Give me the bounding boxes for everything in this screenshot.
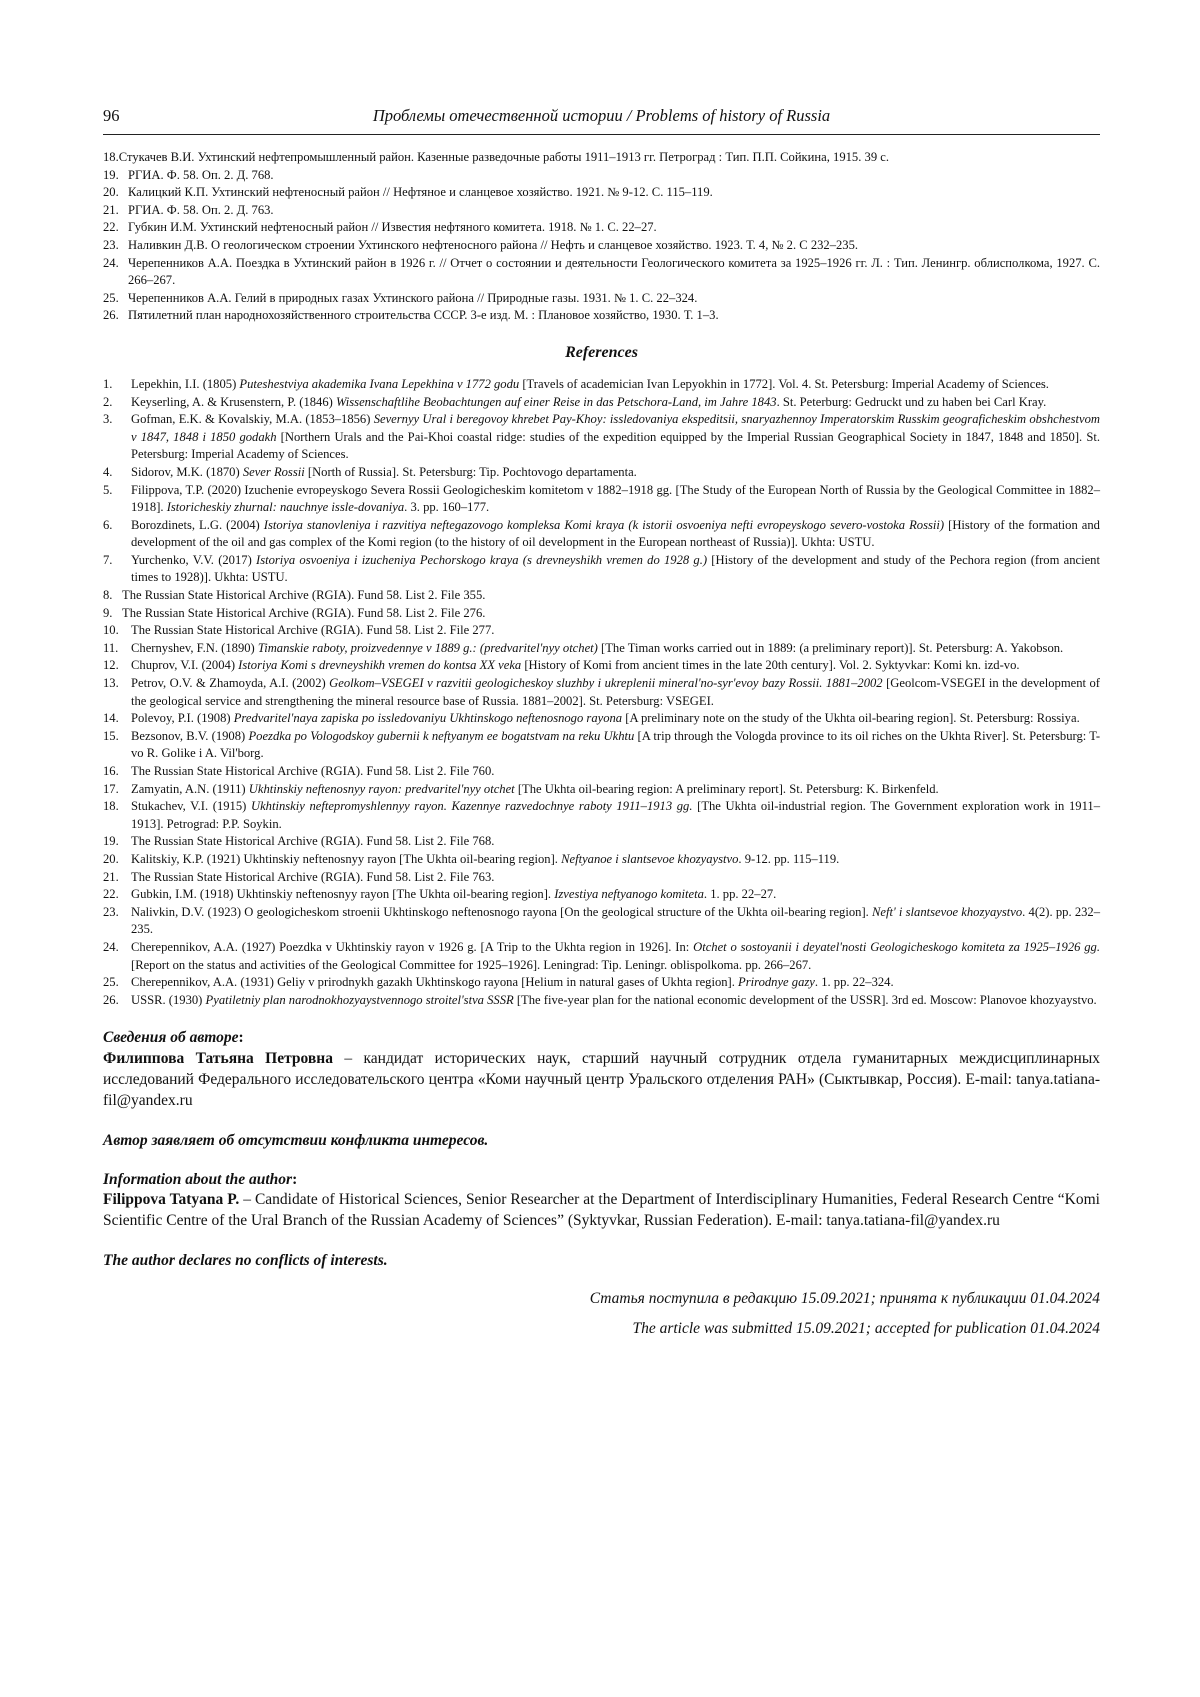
reference-item	[103, 974, 1100, 992]
author-info-ru-heading: Сведения об авторе	[103, 1029, 239, 1047]
reference-title-italic: Ukhtinskiy neftenosnyy rayon: predvaritel'nyy otchet	[248, 781, 515, 796]
reference-text: Polevoy, P.I. (1908)	[131, 711, 234, 726]
reference-text-tail: . 1. pp. 22–27.	[703, 887, 777, 902]
reference-text-tail: [History of the formation and development of the oil and gas complex of the Komi region (to the history of oil development in the European northeast of Russia)]. Ukhta: USTU.	[131, 517, 1100, 550]
reference-text-tail: . 1. pp. 22–324.	[814, 975, 894, 990]
reference-text: The Russian State Historical Archive (RGIA). Fund 58. List 2. File 760.	[131, 764, 495, 778]
reference-number: 4.	[103, 464, 113, 479]
reference-text: Cherepennikov, A.A. (1927) Poezdka v Ukhtinskiy rayon v 1926 g. [A Trip to the Ukhta region in 1926]. In:	[131, 939, 694, 954]
source-text: Стукачев В.И. Ухтинский нефтепромышленный район. Казенные разведочные работы 1911–1913 гг. Петроград : Тип. П.П. Сойкина, 1915. 39 с.	[118, 150, 890, 164]
reference-number: 15.	[103, 728, 119, 743]
sources-list	[103, 149, 1100, 325]
source-item	[103, 290, 1100, 308]
source-item	[103, 202, 1100, 220]
reference-item	[103, 517, 1100, 552]
reference-text-tail: [Travels of academician Ivan Lepyokhin in 1772]. Vol. 4. St. Petersburg: Imperial Academy of Sciences.	[519, 376, 1049, 391]
reference-number: 19.	[103, 834, 119, 849]
page-number: 96	[103, 106, 120, 125]
reference-title-italic: Prirodnye gazy	[738, 975, 815, 990]
reference-title-italic: Istoriya osvoeniya i izucheniya Pechorskogo kraya (s drevneyshikh vremen do 1928 g.)	[256, 552, 708, 567]
source-item	[103, 167, 1100, 185]
reference-text-tail: [Geolcom-VSEGEI in the development of the geological service and strengthening the mineral resource base of Russia. 1881–2002]. St. Petersburg: VSEGEI.	[131, 676, 1100, 708]
conflict-statement-ru: Автор заявляет об отсутствии конфликта интересов.	[103, 1131, 489, 1149]
source-text: Наливкин Д.В. О геологическом строении Ухтинского нефтеносного района // Нефть и сланцевое хозяйство. 1923. Т. 4, № 2. С 232–235.	[128, 237, 859, 252]
reference-text: Stukachev, V.I. (1915)	[131, 799, 251, 814]
reference-text: Zamyatin, A.N. (1911)	[131, 781, 249, 796]
reference-text: Bezsonov, B.V. (1908)	[131, 728, 249, 743]
reference-number: 5.	[103, 482, 113, 497]
reference-number: 9.	[103, 605, 113, 620]
reference-text-tail: [Report on the status and activities of the Geological Committee for 1925–1926]. Leningrad: Tip. Leningr. oblispolkoma. pp. 266–267.	[131, 957, 812, 972]
reference-item	[103, 781, 1100, 799]
reference-number: 18.	[103, 799, 119, 814]
reference-text: The Russian State Historical Archive (RGIA). Fund 58. List 2. File 768.	[131, 834, 495, 849]
reference-number: 3.	[103, 412, 113, 427]
reference-text: Cherepennikov, A.A. (1931) Geliy v prirodnykh gazakh Ukhtinskogo rayona [Helium in natural gases of Ukhta region].	[131, 975, 739, 990]
reference-text: Borozdinets, L.G. (2004)	[131, 517, 264, 532]
source-text: Черепенников А.А. Гелий в природных газах Ухтинского района // Природные газы. 1931. № 1. С. 22–324.	[128, 290, 698, 305]
reference-text: Petrov, O.V. & Zhamoyda, A.I. (2002)	[131, 676, 330, 691]
reference-title-italic: Pyatiletniy plan narodnokhozyaystvennogo stroitel'stva SSSR	[205, 992, 514, 1007]
reference-text: The Russian State Historical Archive (RGIA). Fund 58. List 2. File 355.	[122, 588, 486, 603]
author-name-ru: Филиппова Татьяна Петровна	[103, 1050, 333, 1068]
reference-text: The Russian State Historical Archive (RGIA). Fund 58. List 2. File 276.	[122, 605, 486, 620]
submission-dates-en: The article was submitted 15.09.2021; accepted for publication 01.04.2024	[632, 1319, 1100, 1337]
source-number: 20.	[103, 185, 119, 200]
reference-item	[103, 675, 1100, 710]
reference-title-italic: Puteshestviya akademika Ivana Lepekhina v 1772 godu	[239, 376, 520, 391]
reference-number: 17.	[103, 781, 119, 796]
author-info-ru	[103, 1028, 1100, 1111]
reference-text: Lepekhin, I.I. (1805)	[131, 376, 240, 391]
reference-text-tail: [The Ukhta oil-bearing region: A preliminary report]. St. Petersburg: K. Birkenfeld.	[514, 781, 939, 796]
reference-title-italic: Neft' i slantsevoe khozyaystvo	[872, 904, 1023, 919]
reference-item	[103, 992, 1100, 1010]
reference-text-tail: [The five-year plan for the national economic development of the USSR]. 3rd ed. Moscow: Planovoe khozyaystvo.	[513, 992, 1097, 1007]
reference-number: 14.	[103, 711, 119, 726]
reference-number: 8.	[103, 588, 113, 603]
source-item	[103, 219, 1100, 237]
reference-number: 13.	[103, 676, 119, 691]
reference-item	[103, 640, 1100, 658]
reference-number: 10.	[103, 623, 119, 638]
reference-text: Nalivkin, D.V. (1923) O geologicheskom stroenii Ukhtinskogo neftenosnogo rayona [On the geological structure of the Ukhta oil-bearing region].	[131, 904, 873, 919]
reference-title-italic: Ukhtinskiy neftepromyshlennyy rayon. Kazennye razvedochnye raboty 1911–1913 gg.	[250, 799, 693, 814]
reference-item	[103, 605, 1100, 623]
source-number: 22.	[103, 220, 119, 235]
reference-text: Chernyshev, F.N. (1890)	[131, 640, 258, 655]
source-number: 18.	[103, 150, 119, 164]
reference-text: Filippova, T.P. (2020) Izuchenie evropeyskogo Severa Rossii Geologicheskim komitetom v 1882–1918 gg. [The Study of the European North of Russia by the Geological Committee in 1882–1918].	[131, 482, 1100, 515]
reference-text: Yurchenko, V.V. (2017)	[131, 552, 257, 567]
reference-title-italic: Poezdka po Vologodskoy gubernii k neftyanym ee bogatstvam na reku Ukhtu	[248, 728, 635, 743]
reference-number: 12.	[103, 658, 119, 673]
reference-number: 24.	[103, 939, 119, 954]
reference-item	[103, 798, 1100, 833]
reference-number: 1.	[103, 376, 113, 391]
reference-text: USSR. (1930)	[131, 992, 206, 1007]
reference-item	[103, 851, 1100, 869]
reference-text: Chuprov, V.I. (2004)	[131, 658, 239, 673]
reference-text-tail: [A preliminary note on the study of the Ukhta oil-bearing region]. St. Petersburg: Rossiya.	[622, 711, 1080, 726]
reference-title-italic: Wissenschaftlihe Beobachtungen auf einer Reise in das Petschora-Land, im Jahre 1843	[335, 394, 777, 409]
source-item	[103, 307, 1100, 325]
reference-text: The Russian State Historical Archive (RGIA). Fund 58. List 2. File 277.	[131, 623, 495, 638]
reference-text: Gofman, E.K. & Kovalskiy, M.A. (1853–1856)	[131, 412, 374, 427]
reference-title-italic: Istoricheskiy zhurnal: nauchnye issle-dovaniya	[166, 500, 405, 515]
source-item	[103, 149, 1100, 167]
reference-number: 11.	[103, 640, 119, 655]
references-heading: References	[565, 343, 638, 361]
reference-item	[103, 904, 1100, 939]
reference-text-tail: [Northern Urals and the Pai-Khoi coastal ridge: studies of the expedition equipped by the Imperial Russian Geographical Society in 1847, 1848 and 1850]. St. Petersburg: Imperial Academy of Sciences.	[131, 429, 1100, 462]
reference-text: Sidorov, M.K. (1870)	[131, 464, 243, 479]
reference-item	[103, 763, 1100, 781]
reference-item	[103, 552, 1100, 587]
source-number: 26.	[103, 308, 119, 323]
source-text: Пятилетний план народнохозяйственного строительства СССР. 3-е изд. М. : Плановое хозяйство, 1930. Т. 1–3.	[128, 308, 719, 323]
source-number: 24.	[103, 255, 119, 270]
author-info-en	[103, 1170, 1100, 1232]
source-text: Губкин И.М. Ухтинский нефтеносный район // Известия нефтяного комитета. 1918. № 1. С. 22–27.	[128, 220, 657, 235]
reference-title-italic: Sever Rossii	[242, 464, 305, 479]
reference-title-italic: Timanskie raboty, proizvedennye v 1889 g.: (predvaritel'nyy otchet)	[257, 640, 598, 655]
reference-item	[103, 464, 1100, 482]
reference-item	[103, 411, 1100, 464]
reference-title-italic: Neftyanoe i slantsevoe khozyaystvo	[561, 851, 739, 866]
source-text: Калицкий К.П. Ухтинский нефтеносный район // Нефтяное и сланцевое хозяйство. 1921. № 9-12. С. 115–119.	[128, 185, 713, 200]
reference-text-tail: [North of Russia]. St. Petersburg: Tip. Pochtovogo departamenta.	[304, 464, 637, 479]
reference-item	[103, 833, 1100, 851]
reference-text-tail: . 4(2). pp. 232–235.	[131, 904, 1101, 937]
reference-number: 22.	[103, 887, 119, 902]
reference-title-italic: Istoriya stanovleniya i razvitiya neftegazovogo kompleksa Komi kraya (k istorii osvoeniya nefti evropeyskogo severo-vostoka Rossii)	[263, 517, 945, 532]
reference-item	[103, 482, 1100, 517]
reference-title-italic: Predvaritel'naya zapiska po issledovaniyu Ukhtinskogo neftenosnogo rayona	[233, 711, 623, 726]
reference-text-tail: . 3. pp. 160–177.	[404, 500, 490, 515]
reference-number: 16.	[103, 764, 119, 778]
source-item	[103, 255, 1100, 290]
reference-text: Keyserling, A. & Krusenstern, P. (1846)	[131, 394, 336, 409]
reference-text: Kalitskiy, K.P. (1921) Ukhtinskiy neftenosnyy rayon [The Ukhta oil-bearing region].	[131, 851, 562, 866]
reference-number: 20.	[103, 851, 119, 866]
author-name-en: Filippova Tatyana P.	[103, 1191, 240, 1209]
submission-dates-ru: Статья поступила в редакцию 15.09.2021; принята к публикации 01.04.2024	[589, 1289, 1100, 1307]
reference-title-italic: Izvestiya neftyanogo komiteta	[554, 887, 704, 902]
author-info-en-heading: Information about the author	[103, 1170, 293, 1188]
reference-text: The Russian State Historical Archive (RGIA). Fund 58. List 2. File 763.	[131, 869, 495, 884]
reference-item	[103, 657, 1100, 675]
source-number: 25.	[103, 290, 119, 305]
reference-item	[103, 939, 1100, 974]
reference-text-tail: . 9-12. pp. 115–119.	[738, 851, 840, 866]
reference-title-italic: Istoriya Komi s drevneyshikh vremen do kontsa XX veka	[238, 658, 522, 673]
source-number: 21.	[103, 202, 119, 217]
reference-text-tail: [The Timan works carried out in 1889: (a preliminary report)]. St. Petersburg: A. Yakobson.	[597, 640, 1064, 655]
source-item	[103, 237, 1100, 255]
reference-item	[103, 376, 1100, 394]
journal-title: Проблемы отечественной истории / Problems of history of Russia	[372, 106, 831, 125]
references-list	[103, 376, 1100, 1009]
reference-item	[103, 886, 1100, 904]
source-number: 19.	[103, 167, 119, 182]
reference-title-italic: Geolkom–VSEGEI v razvitii geologicheskoy sluzhby i ukreplenii mineral'no-syr'evoy bazy Rossii. 1881–2002	[329, 676, 883, 691]
source-text: Черепенников А.А. Поездка в Ухтинский район в 1926 г. // Отчет о состоянии и деятельности Геологического комитета за 1925–1926 гг. Л. : Тип. Ленингр. облисполкома, 1927. С. 266–267.	[128, 255, 1100, 288]
reference-number: 2.	[103, 394, 113, 409]
author-info-en-colon: :	[292, 1170, 298, 1188]
reference-item	[103, 710, 1100, 728]
author-bio-ru: – кандидат исторических наук, старший научный сотрудник отдела гуманитарных междисциплинарных исследований Федерального исследовательского центра «Коми научный центр Уральского отделения РАН» (Сыктывкар, Россия). E-mail: tanya.tatiana-fil@yandex.ru	[103, 1050, 1100, 1109]
reference-number: 21.	[103, 869, 119, 884]
reference-item	[103, 869, 1100, 887]
source-item	[103, 184, 1100, 202]
reference-number: 23.	[103, 904, 119, 919]
reference-text-tail: [The Ukhta oil-industrial region. The Government exploration work in 1911–1913]. Petrograd: P.P. Soykin.	[131, 799, 1100, 831]
reference-title-italic: Otchet o sostoyanii i deyatel'nosti Geologicheskogo komiteta za 1925–1926 gg.	[693, 939, 1100, 954]
reference-number: 6.	[103, 517, 113, 532]
reference-title-italic: Severnyy Ural i beregovoy khrebet Pay-Khoy: issledovaniya ekspeditsii, snaryazhennoy Imperatorskim Russkim geograficheskim obshchestvom v 1847, 1848 i 1850 godakh	[131, 412, 1100, 444]
conflict-statement-en: The author declares no conflicts of interests.	[103, 1251, 388, 1269]
author-bio-en: – Candidate of Historical Sciences, Senior Researcher at the Department of Interdisciplinary Humanities, Federal Research Centre “Komi Scientific Centre of the Ural Branch of the Russian Academy of Sciences” (Syktyvkar, Russian Federation). E-mail: tanya.tatiana-fil@yandex.ru	[103, 1191, 1100, 1230]
reference-number: 26.	[103, 992, 119, 1007]
reference-item	[103, 394, 1100, 412]
reference-text-tail: [A trip through the Vologda province to its oil riches on the Ukhta River]. St. Petersburg: T-vo R. Golike i A. Vil'borg.	[131, 728, 1101, 761]
article-page	[103, 100, 1100, 1338]
reference-number: 7.	[103, 552, 113, 567]
reference-item	[103, 728, 1100, 763]
reference-number: 25.	[103, 975, 119, 990]
reference-item	[103, 622, 1100, 640]
reference-text: Gubkin, I.M. (1918) Ukhtinskiy neftenosnyy rayon [The Ukhta oil-bearing region].	[131, 887, 555, 902]
reference-text-tail: . St. Peterburg: Gedruckt und zu haben bei Carl Kray.	[776, 394, 1047, 409]
reference-item	[103, 587, 1100, 605]
author-info-ru-colon: :	[238, 1029, 244, 1047]
source-text: РГИА. Ф. 58. Оп. 2. Д. 768.	[128, 167, 274, 182]
source-number: 23.	[103, 237, 119, 252]
reference-text-tail: [History of Komi from ancient times in the late 20th century]. Vol. 2. Syktyvkar: Komi kn. izd-vo.	[521, 658, 1020, 673]
running-header	[103, 100, 1100, 135]
reference-text-tail: [History of the development and study of the Pechora region (from ancient times to 1928)]. Ukhta: USTU.	[131, 552, 1100, 585]
source-text: РГИА. Ф. 58. Оп. 2. Д. 763.	[128, 202, 274, 217]
